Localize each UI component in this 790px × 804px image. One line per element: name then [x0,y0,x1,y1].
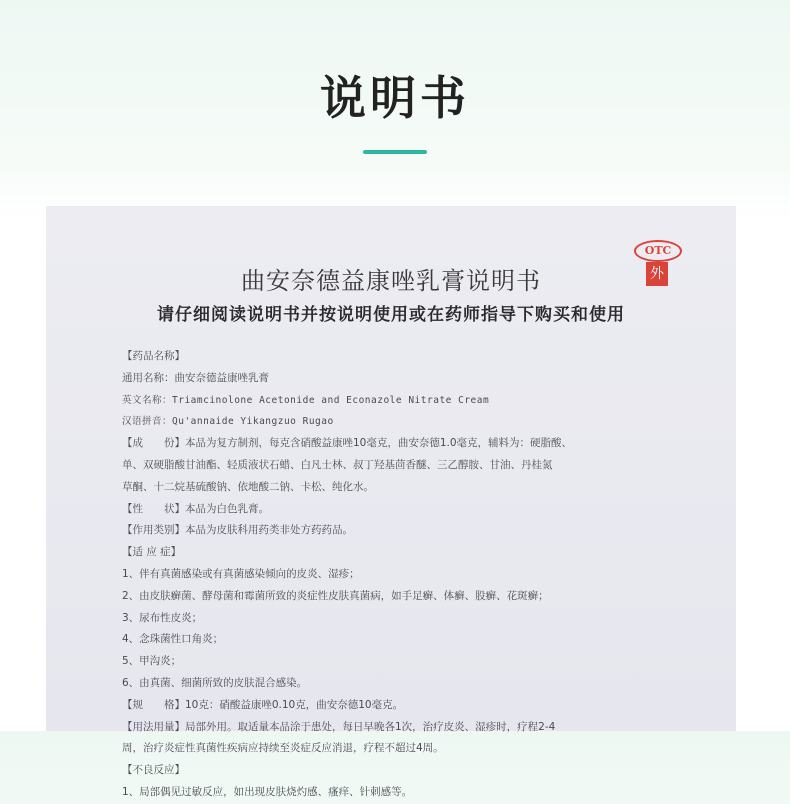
text-line: 4、念珠菌性口角炎； [122,633,224,646]
text-line: 单、双硬脂酸甘油酯、轻质液状石蜡、白凡士林、叔丁羟基茴香醚、三乙醇胺、甘油、丹桂氮 [122,458,553,471]
external-use-badge: 外 [646,262,668,286]
leaflet-title: 曲安奈德益康唑乳膏说明书 [241,267,541,295]
text-line: 1、局部偶见过敏反应，如出现皮肤烧灼感、瘙痒、针刺感等。 [122,785,413,798]
text-line: 【适 应 症】 [122,546,182,559]
instruction-leaflet [46,206,736,798]
text-line: 周，治疗炎症性真菌性疾病应持续至炎症反应消退，疗程不超过4周。 [122,742,444,755]
text-line: 通用名称：曲安奈德益康唑乳膏 [122,371,269,384]
text-line: 【作用类别】本品为皮肤科用药类非处方药药品。 [122,524,353,537]
text-line: 【用法用量】局部外用。取适量本品涂于患处，每日早晚各1次，治疗皮炎、湿疹时，疗程2-4 [122,720,556,733]
text-line: 【性 状】本品为白色乳膏。 [122,502,269,515]
text-line: 【成 份】本品为复方制剂，每克含硝酸益康唑10毫克，曲安奈德1.0毫克，辅料为：硬脂酸、 [122,437,573,450]
text-line: 1、伴有真菌感染或有真菌感染倾向的皮炎、湿疹； [122,567,360,580]
text-line: 2、由皮肤癣菌、酵母菌和霉菌所致的炎症性皮肤真菌病，如手足癣、体癣、股癣、花斑癣； [122,589,549,602]
text-line: 【不良反应】 [122,764,185,777]
text-line: 6、由真菌、细菌所致的皮肤混合感染。 [122,676,308,689]
title-underline [363,150,427,154]
text-line: 【规 格】10克：硝酸益康唑0.10克，曲安奈德10毫克。 [122,698,404,711]
text-line: 3、尿布性皮炎； [122,611,203,624]
text-line: 【药品名称】 [122,350,185,362]
page-title: 说明书 [320,71,470,125]
otc-badge: OTC [634,240,682,262]
leaflet-warning: 请仔细阅读说明书并按说明使用或在药师指导下购买和使用 [157,305,625,325]
leaflet-body [122,346,702,804]
text-line: 5、甲沟炎； [122,655,182,668]
text-line: 草酮、十二烷基硫酸钠、依地酸二钠、卡松、纯化水。 [122,480,374,493]
text-line: 汉语拼音：Qu'annaide Yikangzuo Rugao [122,416,334,428]
text-line: 英文名称：Triamcinolone Acetonide and Econazole Nitrate Cream [122,394,490,406]
